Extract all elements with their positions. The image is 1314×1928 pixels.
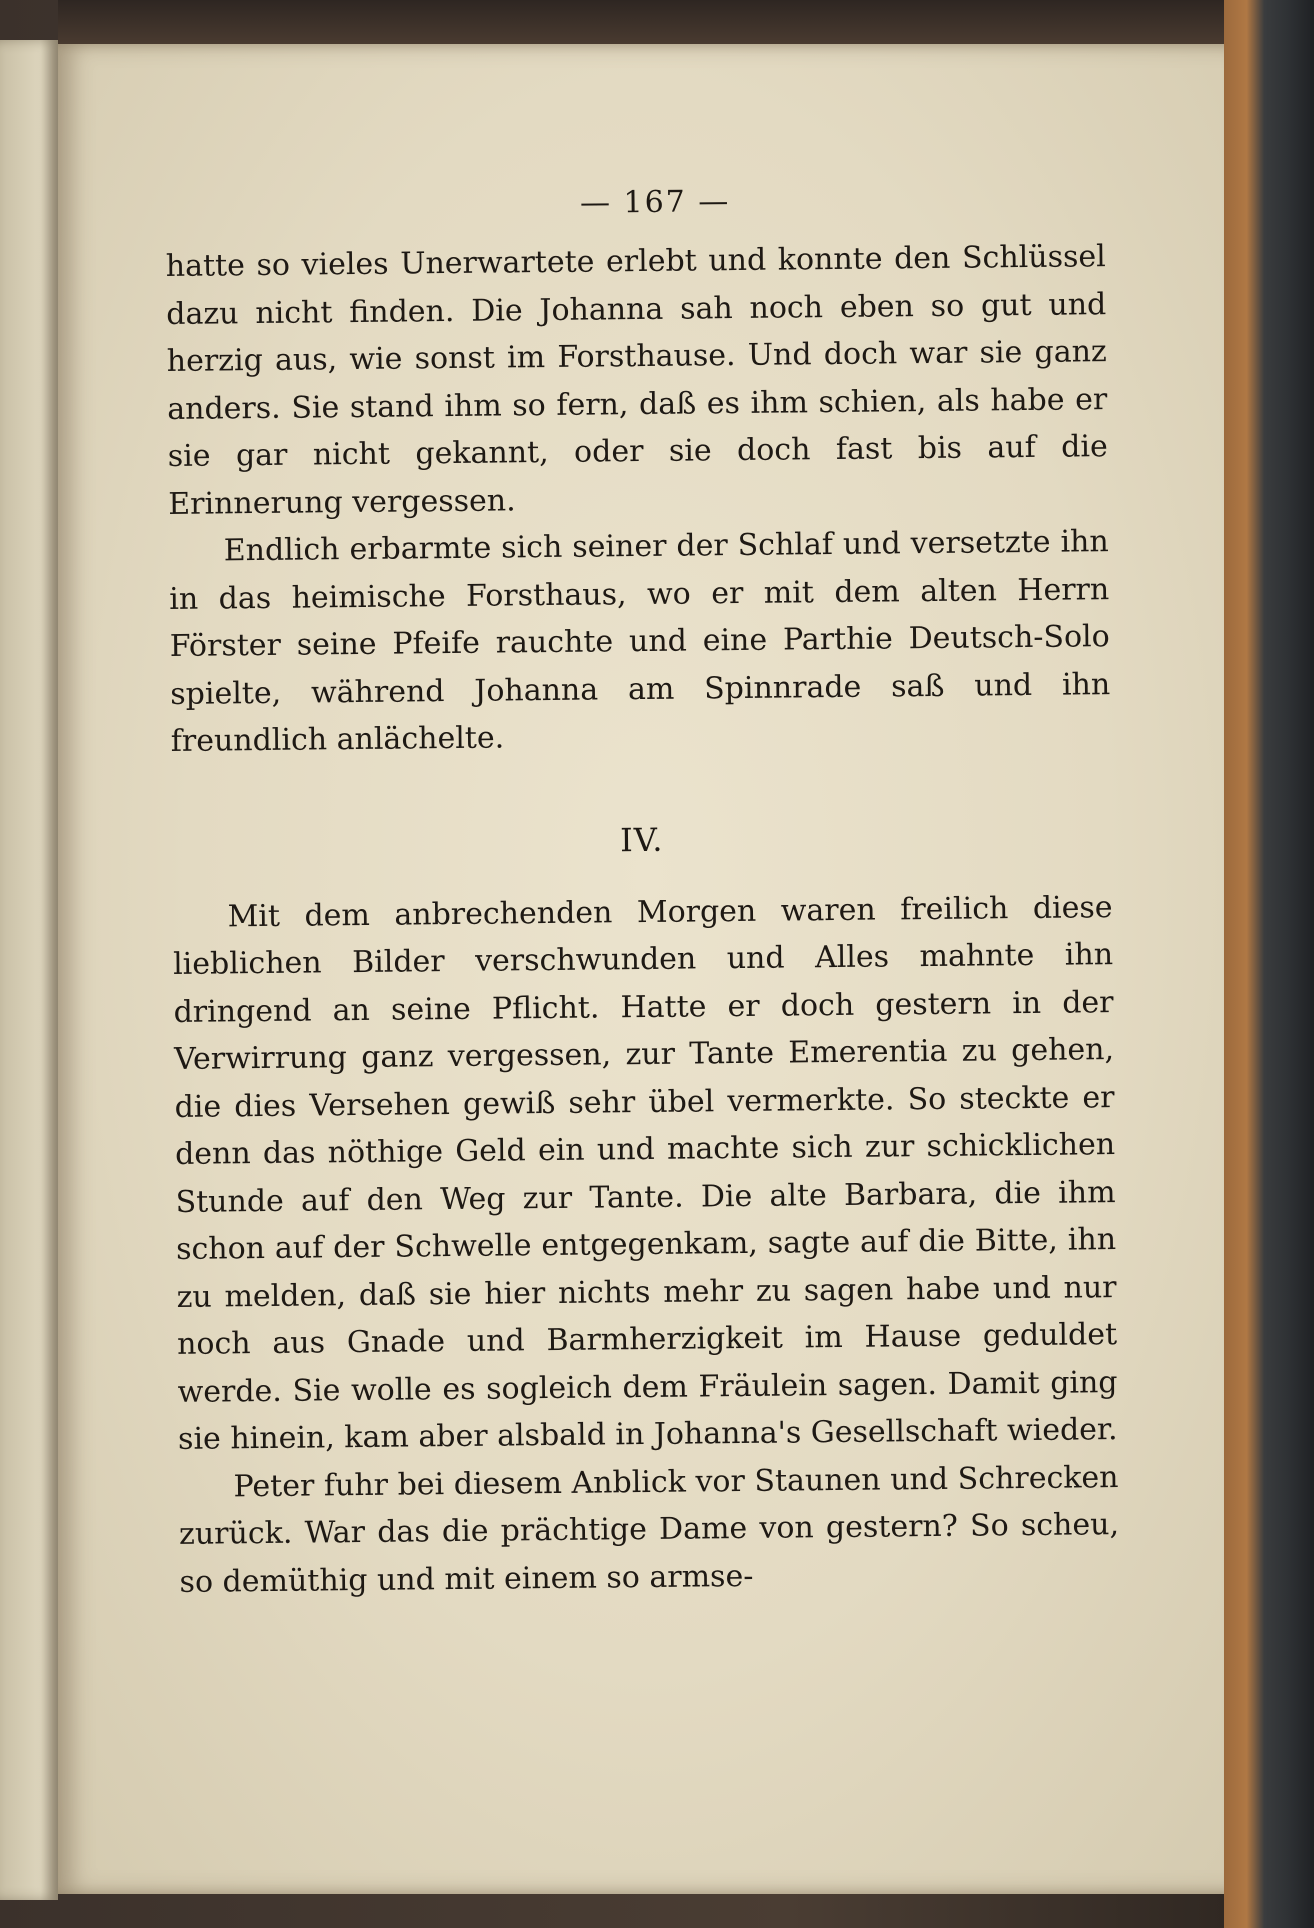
paragraph: Mit dem anbrechenden Morgen waren freilich diese lieblichen Bilder verschwunden und Alles mahnte ihn dringend an seine Pflicht. Hatte er doch gestern in der Verwirrung ganz vergessen, zur Tante Emerentia zu gehen, die dies Versehen gewiß sehr übel vermerkte. So steckte er denn das nöthige Geld ein und machte sich zur schicklichen Stunde auf den Weg zur Tante. Die alte Barbara, die ihm schon auf der Schwelle entgegenkam, sagte auf die Bitte, ihn zu melden, daß sie hier nichts mehr zu sagen habe und nur noch aus Gnade und Barmherzigkeit im Hause geduldet werde. Sie wolle es sogleich dem Fräulein sagen. Damit ging sie hinein, kam aber alsbald in Johanna's Gesellschaft wieder. — [172, 889, 1118, 1457]
paragraph: Endlich erbarmte sich seiner der Schlaf und versetzte ihn in das heimische Forsthaus, wo er mit dem alten Herrn Förster seine Pfeife rauchte und eine Parthie Deutsch-Solo spielte, während Johanna am Spinnrade saß und ihn freundlich anlächelte. — [169, 524, 1111, 759]
book-cover-edge — [1224, 0, 1314, 1928]
page-number: — 167 — — [579, 184, 731, 221]
paragraph-continued: hatte so vieles Unerwartete erlebt und konnte den Schlüssel dazu nicht finden. Die Johanna sah noch eben so gut und herzig aus, wie sonst im Forsthause. Und doch war sie ganz anders. Sie stand ihm so fern, daß es ihm schien, als habe er sie gar nicht gekannt, oder sie doch fast bis auf die Erinnerung vergessen. — [165, 239, 1108, 522]
page-text — [165, 180, 1120, 1606]
paragraph: Peter fuhr bei diesem Anblick vor Staunen und Schrecken zurück. War das die prächtige Dame von gestern? So scheu, so demüthig und mit einem so armse- — [178, 1459, 1120, 1600]
facing-page-edge — [0, 40, 58, 1900]
section-heading: IV. — [619, 820, 664, 859]
book-cover-top — [58, 0, 1238, 46]
